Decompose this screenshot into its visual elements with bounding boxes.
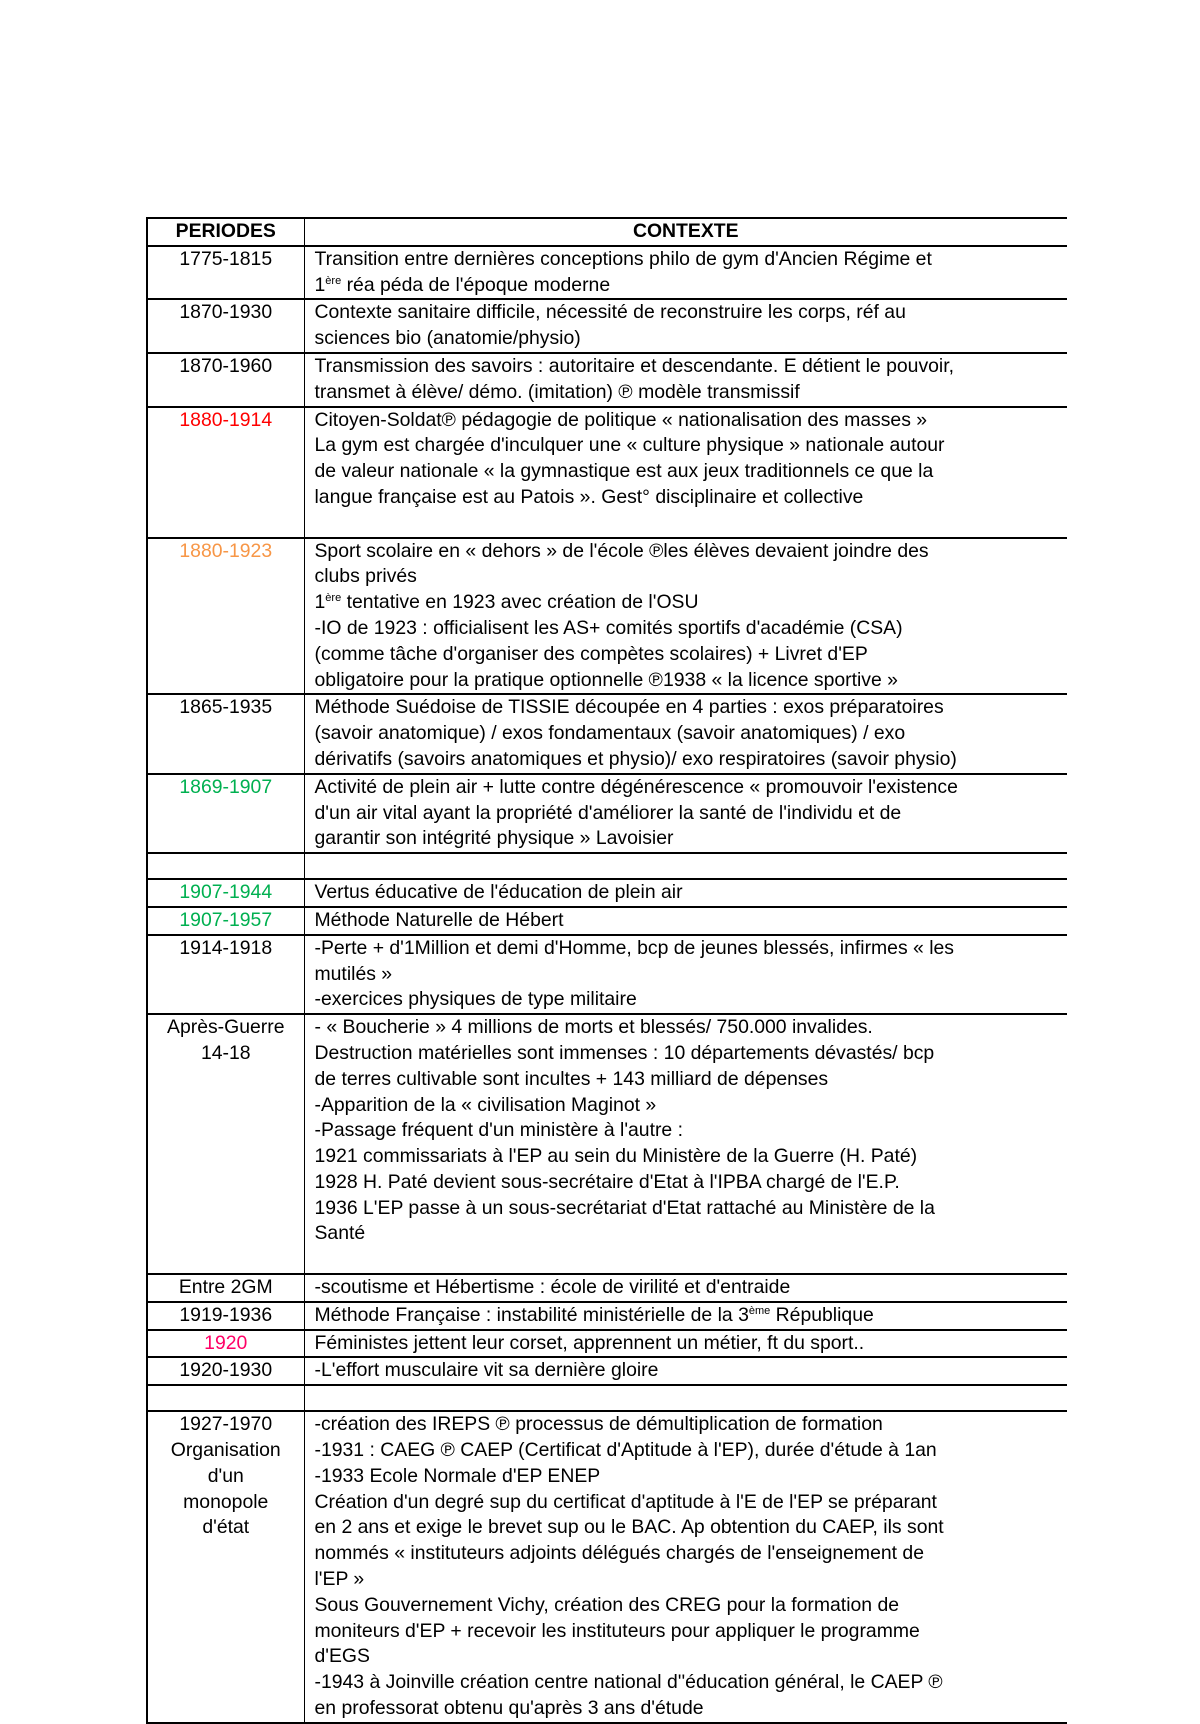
period-text: Organisation	[170, 1439, 281, 1462]
period-cell	[147, 407, 304, 538]
period-cell	[147, 1302, 304, 1330]
context-line: transmet à élève/ démo. (imitation) ℗ modèle transmissif	[314, 380, 800, 403]
context-line: 1928 H. Paté devient sous-secrétaire d'Etat à l'IPBA chargé de l'E.P.	[314, 1170, 900, 1193]
context-line: -Passage fréquent d'un ministère à l'autre :	[314, 1119, 683, 1142]
context-line: Destruction matérielles sont immenses : 10 départements dévastés/ bcp	[314, 1041, 935, 1064]
period-cell	[147, 1330, 304, 1358]
table-row	[147, 407, 1067, 538]
context-cell	[304, 538, 1067, 695]
context-line: -L'effort musculaire vit sa dernière gloire	[314, 1359, 659, 1382]
period-text: Après-Guerre	[167, 1016, 285, 1039]
table-row	[147, 694, 1067, 773]
period-text: Entre 2GM	[178, 1276, 273, 1299]
context-line: (comme tâche d'organiser des compètes scolaires) + Livret d'EP	[314, 642, 868, 665]
table-row	[147, 1302, 1067, 1330]
context-line: -exercices physiques de type militaire	[314, 988, 637, 1011]
context-line: Contexte sanitaire difficile, nécessité de reconstruire les corps, réf au	[314, 301, 906, 324]
table-row	[147, 879, 1067, 907]
context-line: de valeur nationale « la gymnastique est aux jeux traditionnels ce que la	[314, 460, 934, 483]
period-text: 1870-1960	[179, 354, 273, 377]
context-line: -scoutisme et Hébertisme : école de virilité et d'entraide	[314, 1276, 791, 1299]
period-cell	[147, 299, 304, 353]
context-line: Méthode Naturelle de Hébert	[314, 908, 564, 931]
context-cell	[304, 907, 1067, 935]
context-line: La gym est chargée d'inculquer une « culture physique » nationale autour	[314, 434, 945, 457]
context-line: l'EP »	[314, 1568, 365, 1591]
context-line: Citoyen-Soldat℗ pédagogie de politique « nationalisation des masses »	[314, 408, 928, 431]
context-line: (savoir anatomique) / exos fondamentaux (savoir anatomiques) / exo	[314, 722, 906, 745]
context-cell	[304, 246, 1067, 300]
context-line: Méthode Suédoise de TISSIE découpée en 4 parties : exos préparatoires	[314, 696, 944, 719]
context-line: Sous Gouvernement Vichy, création des CREG pour la formation de	[314, 1593, 900, 1616]
context-line: -1931 : CAEG ℗ CAEP (Certificat d'Aptitude à l'EP), durée d'étude à 1an	[314, 1439, 937, 1462]
period-cell	[147, 879, 304, 907]
context-line: clubs privés	[314, 565, 417, 588]
context-cell	[304, 1385, 1067, 1411]
context-line: -Apparition de la « civilisation Maginot »	[314, 1093, 657, 1116]
header-contexte: CONTEXTE	[304, 218, 1067, 246]
period-cell	[147, 935, 304, 1014]
context-line: Féministes jettent leur corset, apprennent un métier, ft du sport..	[314, 1331, 865, 1354]
context-line: mutilés »	[314, 962, 393, 985]
period-cell	[147, 694, 304, 773]
context-line: en professorat obtenu qu'après 3 ans d'étude	[314, 1697, 704, 1720]
period-text: 1907-1944	[179, 881, 273, 904]
table-row	[147, 907, 1067, 935]
period-text: d'un	[207, 1464, 244, 1487]
context-line: nommés « instituteurs adjoints délégués chargés de l'enseignement de	[314, 1542, 924, 1565]
context-line: Transmission des savoirs : autoritaire et descendante. E détient le pouvoir,	[314, 354, 955, 377]
context-line: garantir son intégrité physique » Lavoisier	[314, 827, 674, 850]
period-text: 1920-1930	[179, 1359, 273, 1382]
table-header-row	[147, 218, 1067, 246]
context-cell	[304, 353, 1067, 407]
period-text: 1914-1918	[179, 936, 273, 959]
context-line: Méthode Française : instabilité ministérielle de la 3ème République	[314, 1303, 874, 1326]
context-line: sciences bio (anatomie/physio)	[314, 327, 581, 350]
period-cell	[147, 774, 304, 853]
context-cell	[304, 853, 1067, 879]
context-line: Transition entre dernières conceptions philo de gym d'Ancien Régime et	[314, 247, 932, 270]
superscript: ème	[748, 1304, 771, 1317]
context-line: obligatoire pour la pratique optionnelle ℗1938 « la licence sportive »	[314, 668, 898, 691]
context-cell	[304, 935, 1067, 1014]
context-line: de terres cultivable sont incultes + 143 milliard de dépenses	[314, 1067, 829, 1090]
period-cell	[147, 1385, 304, 1411]
period-cell	[147, 907, 304, 935]
period-cell	[147, 246, 304, 300]
period-cell	[147, 538, 304, 695]
context-line: en 2 ans et exige le brevet sup ou le BAC. Ap obtention du CAEP, ils sont	[314, 1516, 944, 1539]
table-row	[147, 353, 1067, 407]
period-text: 1919-1936	[179, 1303, 273, 1326]
table-row	[147, 774, 1067, 853]
context-cell	[304, 694, 1067, 773]
table-row	[147, 246, 1067, 300]
context-cell	[304, 407, 1067, 538]
table-row	[147, 935, 1067, 1014]
context-cell	[304, 1302, 1067, 1330]
context-line: langue française est au Patois ». Gest° disciplinaire et collective	[314, 485, 864, 508]
period-cell	[147, 1357, 304, 1385]
period-cell	[147, 1411, 304, 1723]
context-line: 1921 commissariats à l'EP au sein du Ministère de la Guerre (H. Paté)	[314, 1145, 918, 1168]
context-line: Création d'un degré sup du certificat d'aptitude à l'E de l'EP se préparant	[314, 1490, 937, 1513]
period-cell	[147, 1014, 304, 1274]
context-line: 1ère tentative en 1923 avec création de l'OSU	[314, 591, 699, 614]
context-line: - « Boucherie » 4 millions de morts et blessés/ 750.000 invalides.	[314, 1016, 873, 1039]
period-text: 1870-1930	[179, 301, 273, 324]
period-text: 14-18	[200, 1041, 251, 1064]
table-row	[147, 1357, 1067, 1385]
period-cell	[147, 353, 304, 407]
period-text: 1907-1957	[179, 908, 273, 931]
period-text: 1869-1907	[179, 775, 273, 798]
context-line: 1936 L'EP passe à un sous-secrétariat d'Etat rattaché au Ministère de la	[314, 1196, 935, 1219]
header-periodes: PERIODES	[147, 218, 304, 246]
table-row	[147, 1274, 1067, 1302]
period-text: d'état	[202, 1516, 250, 1539]
context-line: -création des IREPS ℗ processus de démultiplication de formation	[314, 1413, 883, 1436]
context-line: -1933 Ecole Normale d'EP ENEP	[314, 1464, 601, 1487]
context-cell	[304, 1411, 1067, 1723]
context-cell	[304, 1014, 1067, 1274]
table-row	[147, 1385, 1067, 1411]
context-cell	[304, 1274, 1067, 1302]
context-line: -Perte + d'1Million et demi d'Homme, bcp de jeunes blessés, infirmes « les	[314, 936, 955, 959]
period-text: 1865-1935	[179, 696, 273, 719]
period-text: 1920	[204, 1331, 248, 1354]
period-cell	[147, 853, 304, 879]
table-row	[147, 1014, 1067, 1274]
context-line: Santé	[314, 1222, 366, 1245]
context-line: Activité de plein air + lutte contre dégénérescence « promouvoir l'existence	[314, 775, 958, 798]
period-cell	[147, 1274, 304, 1302]
superscript: ère	[325, 274, 342, 287]
table-body	[147, 246, 1067, 1723]
context-cell	[304, 299, 1067, 353]
context-line: d'EGS	[314, 1645, 370, 1668]
table-row	[147, 299, 1067, 353]
period-text: monopole	[183, 1490, 269, 1513]
context-cell	[304, 774, 1067, 853]
table-row	[147, 1330, 1067, 1358]
context-cell	[304, 1357, 1067, 1385]
context-line: Sport scolaire en « dehors » de l'école ℗les élèves devaient joindre des	[314, 539, 929, 562]
period-text: 1880-1914	[179, 408, 273, 431]
history-table	[146, 217, 1067, 1724]
context-line: -1943 à Joinville création centre national d''éducation général, le CAEP ℗	[314, 1671, 943, 1694]
table-row	[147, 1411, 1067, 1723]
context-line: 1ère réa péda de l'époque moderne	[314, 273, 611, 296]
superscript: ère	[325, 592, 342, 605]
table-row	[147, 538, 1067, 695]
context-line: dérivatifs (savoirs anatomiques et physio)/ exo respiratoires (savoir physio)	[314, 747, 957, 770]
context-cell	[304, 1330, 1067, 1358]
period-text: 1927-1970	[179, 1413, 273, 1436]
period-text: 1880-1923	[179, 539, 273, 562]
context-line: -IO de 1923 : officialisent les AS+ comités sportifs d'académie (CSA)	[314, 616, 903, 639]
context-line: Vertus éducative de l'éducation de plein air	[314, 881, 683, 904]
table-row	[147, 853, 1067, 879]
context-cell	[304, 879, 1067, 907]
period-text: 1775-1815	[179, 247, 273, 270]
context-line: moniteurs d'EP + recevoir les instituteurs pour appliquer le programme	[314, 1619, 920, 1642]
context-line: d'un air vital ayant la propriété d'améliorer la santé de l'individu et de	[314, 801, 902, 824]
